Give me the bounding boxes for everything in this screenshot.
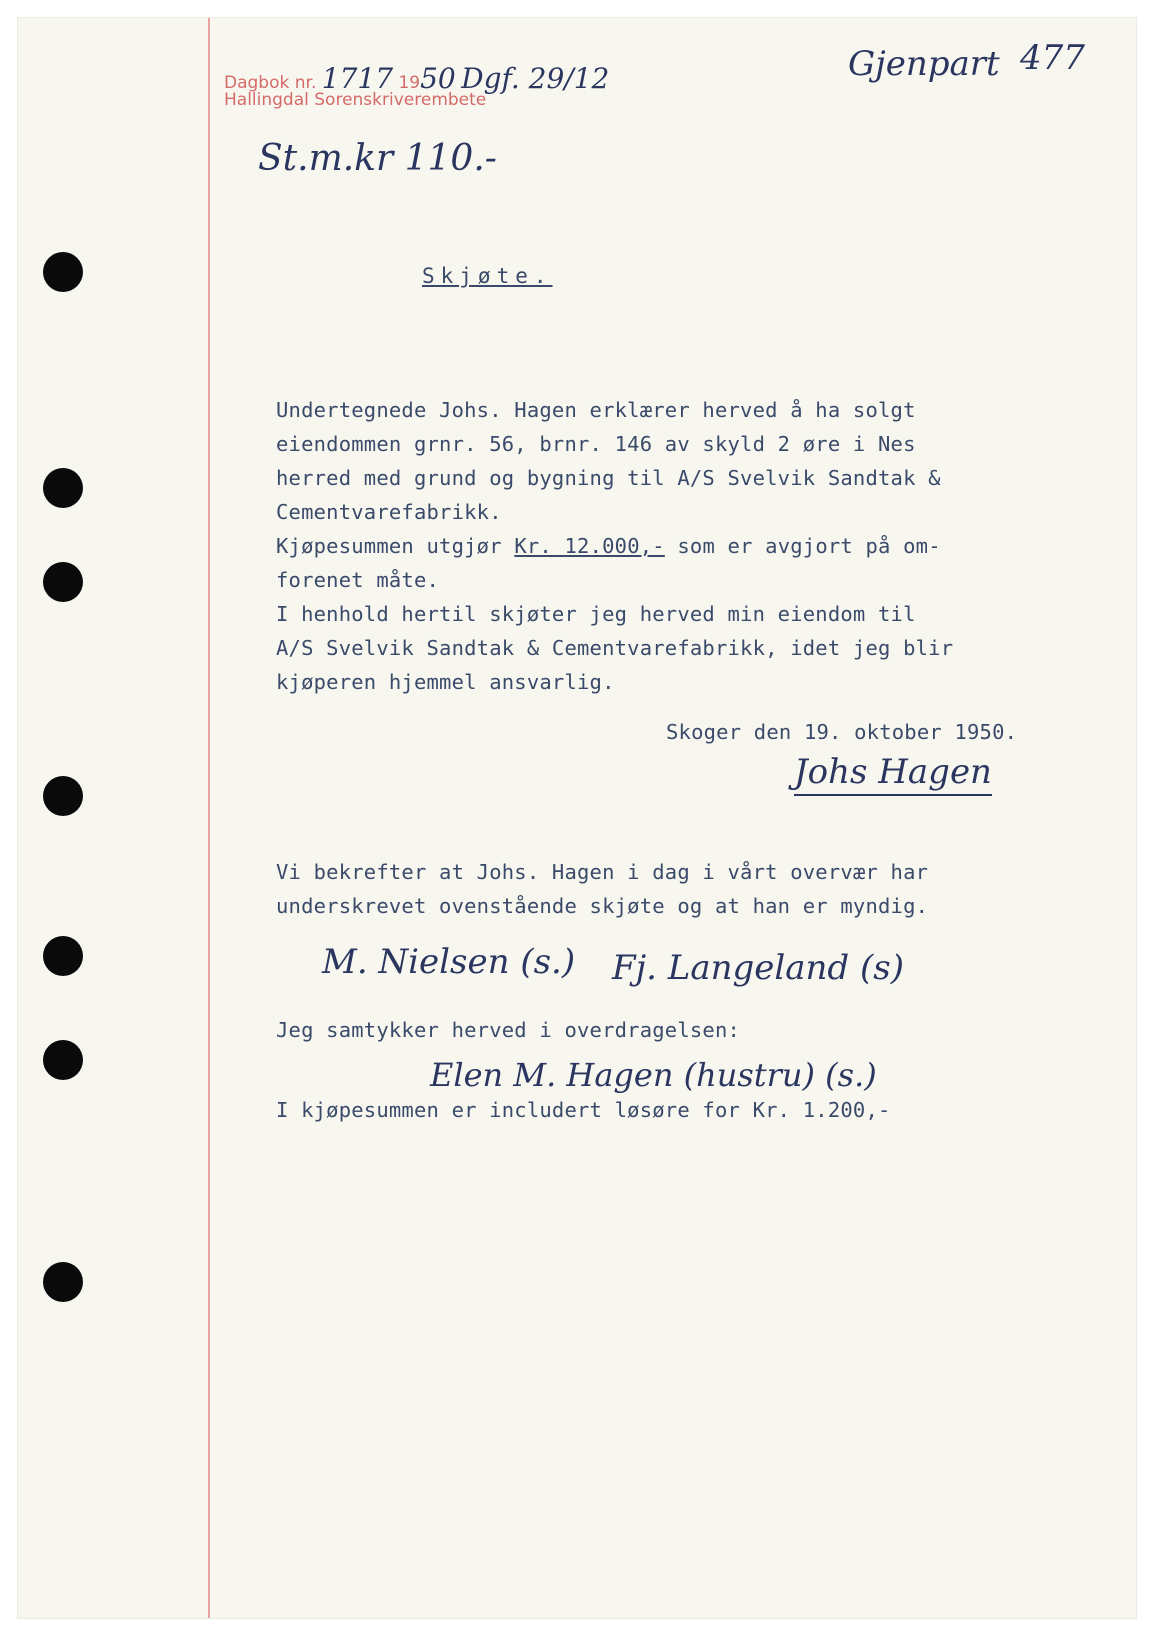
body-line: Cementvarefabrikk. [276, 500, 502, 524]
punch-hole [43, 1040, 83, 1080]
witness-signature-2: Fj. Langeland (s) [612, 948, 904, 988]
punch-hole [43, 936, 83, 976]
stamp-year-prefix: 19 [398, 73, 421, 93]
date-note: Dgf. 29/12 [461, 62, 610, 95]
page-number: 477 [1020, 38, 1085, 78]
dagbok-number: 1717 [321, 62, 394, 95]
gjenpart-note: Gjenpart [848, 44, 1000, 84]
body-line: forenet måte. [276, 568, 440, 592]
punch-hole [43, 468, 83, 508]
body-line: A/S Svelvik Sandtak & Cementvarefabrikk, idet jeg blir [276, 636, 954, 660]
court-stamp: Hallingdal Sorenskriverembete [224, 90, 487, 110]
price-amount: Kr. 12.000,- [514, 534, 665, 558]
document-title: Skjøte. [422, 264, 553, 288]
punch-hole [43, 252, 83, 292]
punch-hole [43, 1262, 83, 1302]
consent-line: Jeg samtykker herved i overdragelsen: [276, 1018, 741, 1042]
place-date: Skoger den 19. oktober 1950. [666, 720, 1018, 744]
margin-line [208, 18, 210, 1618]
body-line: herred med grund og bygning til A/S Svelvik Sandtak & [276, 466, 941, 490]
final-line: I kjøpesummen er includert løsøre for Kr. 1.200,- [276, 1098, 891, 1122]
document-page [18, 18, 1136, 1618]
witness-line: Vi bekrefter at Johs. Hagen i dag i vårt overvær har [276, 860, 929, 884]
stamp-label: Dagbok nr. [224, 73, 317, 93]
price-suffix: som er avgjort på om- [664, 534, 941, 558]
body-line: eiendommen grnr. 56, brnr. 146 av skyld 2 øre i Nes [276, 432, 916, 456]
fee-note: St.m.kr 110.- [258, 138, 497, 179]
body-line: kjøperen hjemmel ansvarlig. [276, 670, 615, 694]
consent-signature: Elen M. Hagen (hustru) (s.) [430, 1056, 877, 1094]
seller-signature: Johs Hagen [794, 752, 992, 796]
witness-line: underskrevet ovenstående skjøte og at han er myndig. [276, 894, 929, 918]
punch-hole [43, 562, 83, 602]
witness-signature-1: M. Nielsen (s.) [322, 942, 576, 982]
year-suffix: 50 [420, 62, 456, 95]
punch-hole [43, 776, 83, 816]
price-line [276, 534, 941, 558]
body-line: Undertegnede Johs. Hagen erklærer herved å ha solgt [276, 398, 916, 422]
price-prefix: Kjøpesummen utgjør [276, 534, 515, 558]
body-line: I henhold hertil skjøter jeg herved min eiendom til [276, 602, 916, 626]
